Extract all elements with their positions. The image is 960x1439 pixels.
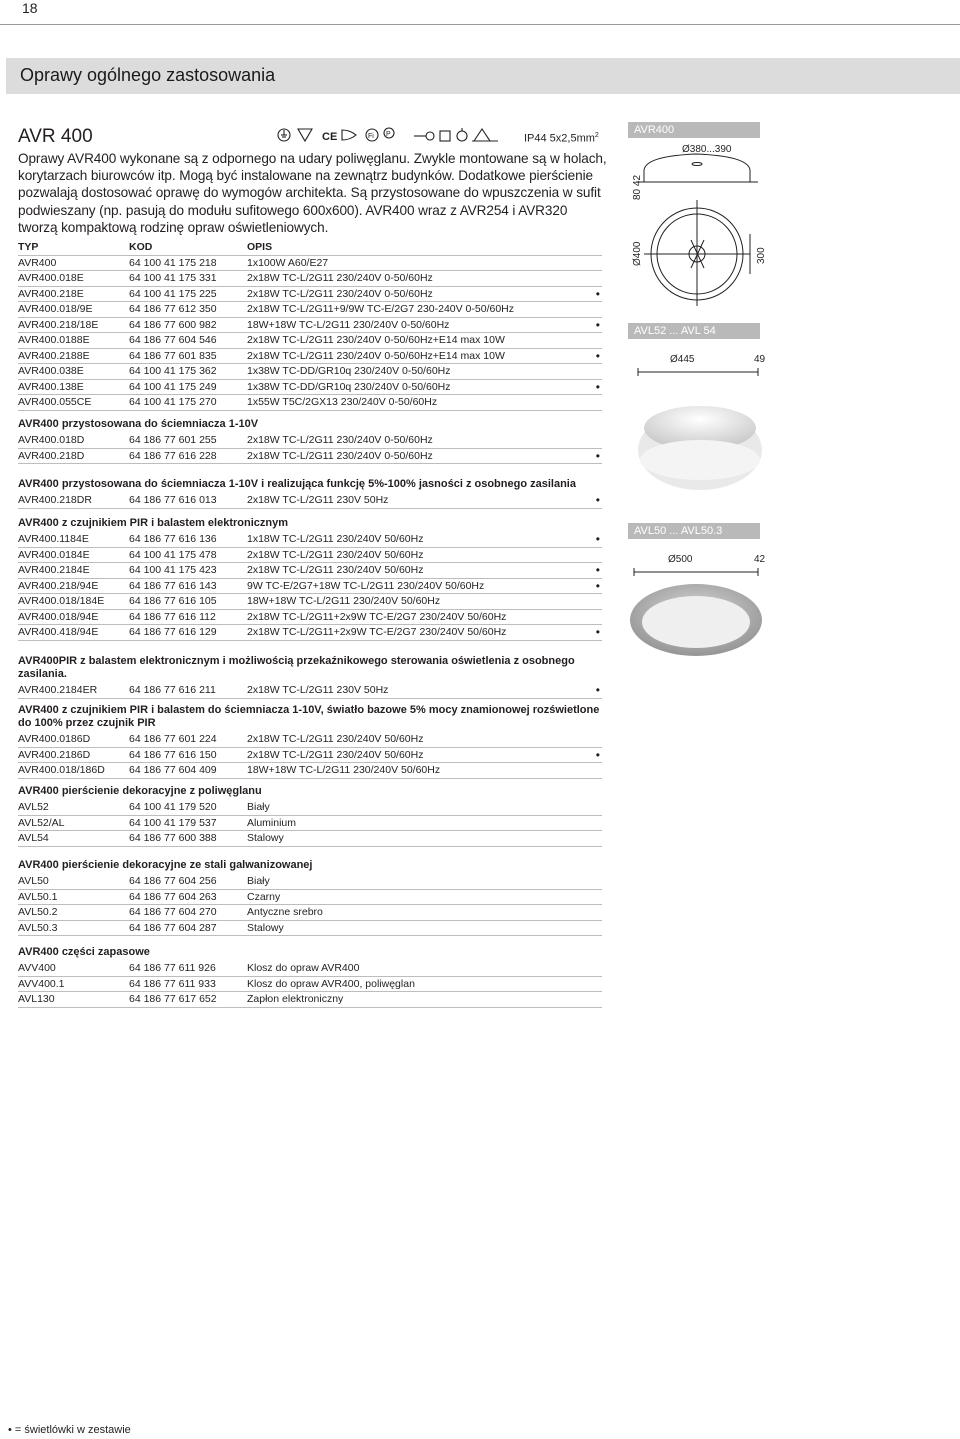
typ-cell: AVR400.038E — [18, 365, 84, 377]
kod-cell: 64 186 77 604 263 — [129, 890, 217, 903]
table-row — [18, 287, 602, 303]
header-opis: OPIS — [247, 241, 273, 253]
included-lamp-dot: • — [595, 747, 600, 762]
kod-cell: 64 186 77 600 388 — [129, 832, 217, 844]
opis-cell: Zapłon elektroniczny — [247, 993, 344, 1005]
opis-cell: 1x38W TC-DD/GR10q 230/240V 0-50/60Hz — [247, 365, 451, 377]
opis-cell: 1x38W TC-DD/GR10q 230/240V 0-50/60Hz — [247, 380, 451, 393]
opis-cell: 2x18W TC-L/2G11+2x9W TC-E/2G7 230/240V 50/60Hz — [247, 626, 507, 638]
kod-cell: 64 186 77 604 546 — [129, 334, 217, 346]
table-row — [18, 349, 602, 365]
opis-cell: 2x18W TC-L/2G11 230/240V 50/60Hz — [247, 733, 424, 745]
table-row — [18, 610, 602, 626]
opis-cell: 2x18W TC-L/2G11 230/240V 0-50/60Hz — [247, 434, 433, 446]
surface-icon — [474, 129, 490, 141]
figure-label-avr400: AVR400 — [628, 122, 760, 138]
product-title: AVR 400 — [18, 126, 93, 147]
opis-cell: Stalowy — [247, 921, 284, 934]
included-lamp-dot: • — [595, 317, 600, 332]
opis-cell: Klosz do opraw AVR400, poliwęglan — [247, 977, 415, 990]
opis-cell: Stalowy — [247, 832, 284, 844]
opis-cell: 1x100W A60/E27 — [247, 256, 329, 269]
kod-cell: 64 186 77 600 982 — [129, 318, 217, 331]
opis-cell: 2x18W TC-L/2G11 230/240V 0-50/60Hz — [247, 287, 433, 300]
opis-cell: 1x18W TC-L/2G11 230/240V 50/60Hz — [247, 533, 424, 545]
opis-cell: 2x18W TC-L/2G11 230/240V 50/60Hz — [247, 548, 424, 561]
typ-cell: AVR400.1184E — [18, 533, 89, 545]
kod-cell: 64 186 77 612 350 — [129, 303, 217, 315]
kod-cell: 64 186 77 601 224 — [129, 733, 217, 745]
kod-cell: 64 100 41 179 537 — [129, 816, 217, 829]
opis-cell: 18W+18W TC-L/2G11 230/240V 50/60Hz — [247, 764, 441, 776]
opis-cell: Antyczne srebro — [247, 906, 323, 918]
avl52-product-image — [626, 340, 776, 510]
kod-cell: 64 100 41 175 225 — [129, 287, 217, 300]
kod-cell: 64 186 77 604 287 — [129, 921, 217, 934]
typ-cell: AVL50.3 — [18, 921, 58, 934]
kod-cell: 64 186 77 611 933 — [129, 977, 216, 990]
typ-cell: AVL54 — [18, 832, 49, 844]
table-row — [18, 493, 602, 509]
dim-diam: Ø500 — [668, 554, 693, 565]
included-lamp-dot: • — [595, 563, 600, 577]
table-row — [18, 683, 602, 699]
typ-cell: AVR400.218DR — [18, 494, 92, 506]
table-row — [18, 433, 602, 449]
table-row — [18, 800, 602, 816]
ip-rating: IP44 $5x2,5mm^2$ — [524, 132, 599, 145]
opis-cell: 9W TC-E/2G7+18W TC-L/2G11 230/240V 50/60Hz — [247, 579, 485, 592]
header-typ: TYP — [18, 241, 39, 253]
group-heading: AVR400 pierścienie dekoracyjne z poliwęglanu — [18, 785, 262, 797]
opis-cell: 2x18W TC-L/2G11+2x9W TC-E/2G7 230/240V 50/60Hz — [247, 610, 507, 623]
typ-cell: AVR400.0188E — [18, 334, 90, 346]
typ-cell: AVL50.2 — [18, 906, 58, 918]
table-row — [18, 256, 602, 272]
table-row — [18, 395, 602, 411]
table-row — [18, 977, 602, 993]
typ-cell: AVR400.018/184E — [18, 595, 105, 607]
figure-label-avl52: AVL52 ... AVL 54 — [628, 323, 760, 339]
typ-cell: AVR400.2188E — [18, 349, 90, 362]
kod-cell: 64 186 77 601 835 — [129, 349, 217, 362]
included-lamp-dot: • — [595, 379, 600, 394]
typ-cell: AVL130 — [18, 993, 55, 1005]
group-heading: AVR400PIR z balastem elektronicznym i możliwością przekaźnikowego sterowania oświetlenia z osobnego zasilania. — [18, 655, 575, 680]
kod-cell: 64 186 77 616 136 — [129, 533, 217, 545]
typ-cell: AVV400 — [18, 962, 56, 974]
group-heading: AVR400 z czujnikiem PIR i balastem do ściemniacza 1-10V, światło bazowe 5% mocy znamionowej rozświetlone do 100% przez czujnik PIR — [18, 704, 600, 729]
table-row — [18, 364, 602, 380]
table-row — [18, 831, 602, 847]
typ-cell: AVR400.218D — [18, 449, 85, 462]
group-heading: AVR400 części zapasowe — [18, 946, 150, 958]
dim-side: 80 42 — [632, 174, 643, 200]
kod-cell: 64 186 77 616 105 — [129, 595, 217, 607]
svg-text:P: P — [386, 131, 391, 138]
included-lamp-dot: • — [595, 578, 600, 593]
opis-cell: 18W+18W TC-L/2G11 230/240V 50/60Hz — [247, 595, 441, 607]
table-row — [18, 594, 602, 610]
kod-cell: 64 186 77 616 211 — [129, 684, 216, 696]
table-header — [18, 240, 602, 256]
table-row — [18, 763, 602, 779]
typ-cell: AVR400.2184ER — [18, 684, 98, 696]
product-group — [18, 418, 602, 464]
table-row — [18, 625, 602, 641]
figure-label-avl50: AVL50 ... AVL50.3 — [628, 523, 760, 539]
typ-cell: AVR400.0186D — [18, 733, 91, 745]
certification-icons — [276, 124, 500, 146]
typ-cell: AVR400.018/94E — [18, 610, 99, 623]
dim-diam: Ø400 — [632, 241, 643, 266]
kod-cell: 64 186 77 601 255 — [129, 434, 217, 446]
table-row — [18, 548, 602, 564]
dim-h: 42 — [754, 554, 766, 565]
kod-cell: 64 186 77 616 013 — [129, 494, 217, 506]
product-group — [18, 478, 602, 509]
table-row — [18, 380, 602, 396]
kod-cell: 64 100 41 175 478 — [129, 548, 217, 561]
typ-cell: AVR400 — [18, 256, 57, 269]
kod-cell: 64 100 41 175 249 — [129, 380, 217, 393]
table-row — [18, 318, 602, 334]
opis-cell: Aluminium — [247, 816, 297, 829]
table-row — [18, 563, 602, 579]
kod-cell: 64 186 77 611 926 — [129, 962, 216, 974]
typ-cell: AVR400.218E — [18, 287, 84, 300]
typ-cell: AVV400.1 — [18, 977, 65, 990]
typ-cell: AVR400.055CE — [18, 396, 92, 408]
group-heading: AVR400 z czujnikiem PIR i balastem elektronicznym — [18, 517, 289, 529]
table-row — [18, 302, 602, 318]
typ-cell: AVR400.018/186D — [18, 764, 105, 776]
included-lamp-dot: • — [595, 493, 600, 507]
typ-cell: AVR400.018D — [18, 434, 85, 446]
typ-cell: AVR400.218/94E — [18, 579, 99, 592]
typ-cell: AVR400.018E — [18, 272, 84, 284]
lamp-icon — [457, 131, 467, 141]
included-lamp-dot: • — [595, 448, 600, 463]
dim-right: 300 — [756, 247, 767, 264]
kod-cell: 64 186 77 617 652 — [129, 993, 217, 1005]
table-row — [18, 732, 602, 748]
included-lamp-dot: • — [595, 625, 600, 639]
kod-cell: 64 100 41 175 362 — [129, 365, 217, 377]
header-kod: KOD — [129, 241, 153, 253]
opis-cell: 1x55W T5C/2GX13 230/240V 0-50/60Hz — [247, 396, 438, 408]
typ-cell: AVR400.2186D — [18, 748, 91, 761]
table-row — [18, 890, 602, 906]
kod-cell: 64 100 41 175 331 — [129, 272, 217, 284]
opis-cell: Biały — [247, 801, 270, 813]
kod-cell: 64 100 41 175 218 — [129, 256, 217, 269]
opis-cell: 2x18W TC-L/2G11+9/9W TC-E/2G7 230-240V 0-50/60Hz — [247, 303, 515, 315]
dim-diam: Ø445 — [670, 354, 695, 365]
product-description: Oprawy AVR400 wykonane są z odpornego na udary poliwęglanu. Zwykle montowane są w holach, korytarzach biurowców itp. Mogą być instalowane na zewnątrz budynków. Dodatkowe pierścienie pozwalają dostosować oprawę do wymogów architekta. Są przystosowane do wpuszczenia w sufit podwieszany (np. pasują do modułu sufitowego 600x600). AVR400 wraz z AVR254 i AVR320 tworzą kompaktową rodzinę opraw oświetleniowych. — [18, 151, 607, 235]
product-group — [18, 517, 602, 641]
typ-cell: AVL52 — [18, 801, 49, 813]
typ-cell: AVR400.0184E — [18, 548, 90, 561]
table-row — [18, 579, 602, 595]
product-group — [18, 704, 602, 779]
opis-cell: 2x18W TC-L/2G11 230/240V 0-50/60Hz — [247, 449, 433, 462]
enec-icon — [342, 130, 356, 140]
svg-text:CE: CE — [322, 131, 338, 143]
included-lamp-dot: • — [595, 683, 600, 697]
opis-cell: Klosz do opraw AVR400 — [247, 962, 360, 974]
typ-cell: AVR400.138E — [18, 380, 84, 393]
kod-cell: 64 100 41 175 270 — [129, 396, 217, 408]
opis-cell: Czarny — [247, 890, 281, 903]
opis-cell: 2x18W TC-L/2G11 230V 50Hz — [247, 684, 389, 696]
opis-cell: 18W+18W TC-L/2G11 230/240V 0-50/60Hz — [247, 318, 450, 331]
opis-cell: 2x18W TC-L/2G11 230/240V 0-50/60Hz+E14 max 10W — [247, 334, 505, 346]
top-divider — [0, 24, 960, 25]
avr400-technical-drawing — [626, 140, 776, 320]
table-row — [18, 992, 602, 1008]
ballast-icon — [440, 131, 450, 141]
opis-cell: 2x18W TC-L/2G11 230/240V 50/60Hz — [247, 564, 424, 576]
kod-cell: 64 186 77 604 270 — [129, 906, 217, 918]
typ-cell: AVR400.018/9E — [18, 303, 93, 315]
table-row — [18, 961, 602, 977]
kod-cell: 64 186 77 616 129 — [129, 626, 217, 638]
typ-cell: AVL50 — [18, 875, 49, 887]
dim-top: Ø380...390 — [682, 144, 732, 155]
typ-cell: AVL50.1 — [18, 890, 58, 903]
kod-cell: 64 186 77 604 256 — [129, 875, 217, 887]
group-heading: AVR400 przystosowana do ściemniacza 1-10V i realizująca funkcję 5%-100% jasności z osobnego zasilania — [18, 478, 576, 490]
table-row — [18, 271, 602, 287]
table-row — [18, 921, 602, 937]
group-heading: AVR400 pierścienie dekoracyjne ze stali galwanizowanej — [18, 859, 313, 871]
opis-cell: 2x18W TC-L/2G11 230V 50Hz — [247, 494, 389, 506]
typ-cell: AVL52/AL — [18, 816, 65, 829]
f-mark-icon — [298, 129, 312, 141]
opis-cell: 2x18W TC-L/2G11 230/240V 0-50/60Hz — [247, 272, 433, 284]
section-title: Oprawy ogólnego zastosowania — [20, 65, 276, 85]
typ-cell: AVR400.418/94E — [18, 626, 99, 638]
product-group — [18, 785, 602, 847]
kod-cell: 64 186 77 616 143 — [129, 579, 217, 592]
product-group — [18, 946, 602, 1008]
typ-cell: AVR400.2184E — [18, 564, 90, 576]
table-row — [18, 874, 602, 890]
svg-text:Fi: Fi — [368, 133, 374, 140]
kod-cell: 64 186 77 616 112 — [129, 610, 216, 623]
opis-cell: Biały — [247, 875, 270, 887]
kod-cell: 64 100 41 179 520 — [129, 801, 217, 813]
opis-cell: 2x18W TC-L/2G11 230/240V 50/60Hz — [247, 748, 424, 761]
kod-cell: 64 186 77 604 409 — [129, 764, 217, 776]
opis-cell: 2x18W TC-L/2G11 230/240V 0-50/60Hz+E14 max 10W — [247, 349, 505, 362]
product-group — [18, 859, 602, 936]
table-row — [18, 816, 602, 832]
kod-cell: 64 186 77 616 150 — [129, 748, 217, 761]
included-lamp-dot: • — [595, 348, 600, 363]
footnote: • = świetlówki w zestawie — [8, 1424, 131, 1436]
page-number: 18 — [22, 0, 38, 16]
table-row — [18, 905, 602, 921]
table-row — [18, 333, 602, 349]
kod-cell: 64 186 77 616 228 — [129, 449, 217, 462]
typ-cell: AVR400.218/18E — [18, 318, 99, 331]
included-lamp-dot: • — [595, 532, 600, 546]
group-heading: AVR400 przystosowana do ściemniacza 1-10V — [18, 418, 259, 430]
dim-h: 49 — [754, 354, 766, 365]
table-row — [18, 449, 602, 465]
kod-cell: 64 100 41 175 423 — [129, 564, 217, 576]
product-group — [18, 655, 602, 699]
avl50-product-image — [626, 540, 776, 690]
main-product-table — [18, 240, 602, 411]
table-row — [18, 748, 602, 764]
table-row — [18, 532, 602, 548]
included-lamp-dot: • — [595, 286, 600, 301]
